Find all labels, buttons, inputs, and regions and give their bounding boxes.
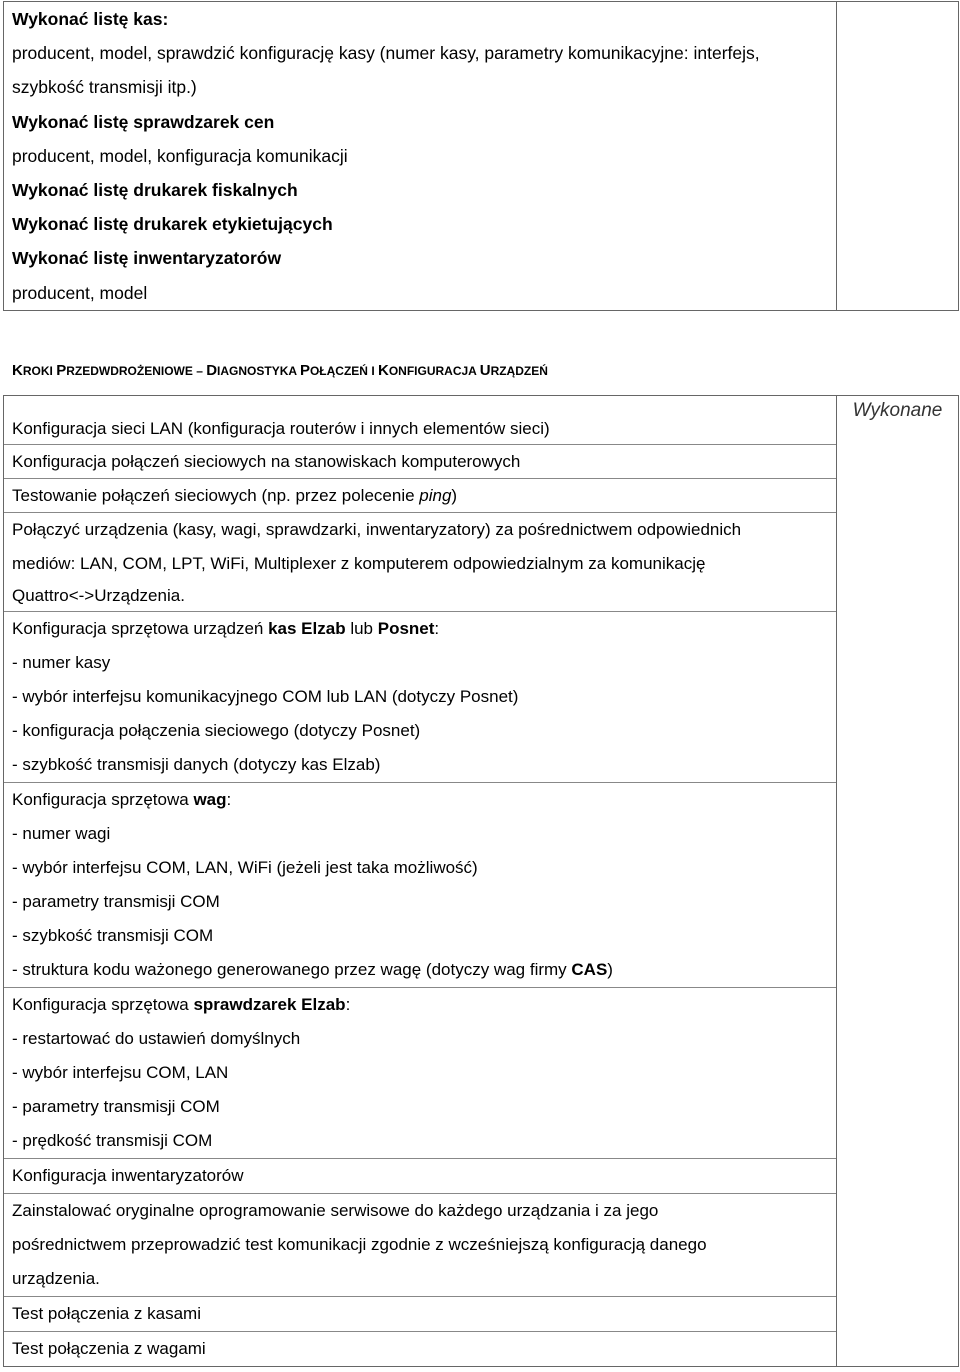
- task-line: Wykonać listę drukarek etykietujących: [12, 214, 333, 235]
- device-list-status-cell[interactable]: [837, 2, 959, 311]
- task-line: producent, model: [12, 282, 148, 303]
- task-line: Wykonać listę kas:: [12, 9, 169, 29]
- task-line: producent, model, konfiguracja komunikacji: [12, 145, 348, 166]
- task-line: Wykonać listę drukarek fiskalnych: [12, 179, 298, 200]
- section-heading: KROKI PRZEDWDROŻENIOWE – DIAGNOSTYKA POŁĄCZEŃ I KONFIGURACJA URZĄDZEŃ: [12, 362, 548, 379]
- task-line: producent, model, sprawdzić konfigurację kasy (numer kasy, parametry komunikacyjne: interfejs,: [12, 43, 760, 64]
- task-block-kasy: Konfiguracja sprzętowa urządzeń kas Elzab lub Posnet: - numer kasy - wybór interfejsu komunikacyjnego COM lub LAN (dotyczy Posnet) - konfiguracja połączenia sieciowego (dotyczy Posnet) - szybkość transmisji danych (dotyczy kas Elzab): [4, 611, 836, 782]
- device-list-table: [3, 1, 959, 311]
- task-line: Wykonać listę inwentaryzatorów: [12, 248, 282, 269]
- diagnostics-table: [3, 395, 959, 1367]
- task-line: Test połączenia z kasami: [4, 1296, 836, 1331]
- diagnostics-tasks: [4, 396, 837, 1367]
- task-line: Wykonać listę sprawdzarek cen: [12, 111, 275, 132]
- status-header: Wykonane: [852, 400, 943, 421]
- task-block-wagi: Konfiguracja sprzętowa wag: - numer wagi - wybór interfejsu COM, LAN, WiFi (jeżeli jest taka możliwość) - parametry transmisji COM - szybkość transmisji COM - struktura kodu ważonego generowanego przez wagę (dotyczy wag firmy CAS): [4, 782, 836, 987]
- task-block: Połączyć urządzenia (kasy, wagi, sprawdzarki, inwentaryzatory) za pośrednictwem odpowiednich mediów: LAN, COM, LPT, WiFi, Multiplexer z komputerem odpowiedzialnym za komunikację Quattro<->Urządzenia.: [4, 512, 836, 611]
- task-line: Konfiguracja połączeń sieciowych na stanowiskach komputerowych: [4, 444, 836, 478]
- task-line: Konfiguracja inwentaryzatorów: [4, 1158, 836, 1193]
- diagnostics-status-cell[interactable]: [837, 396, 959, 1367]
- task-line: Testowanie połączeń sieciowych (np. przez polecenie ping): [4, 478, 836, 512]
- task-line: Konfiguracja sieci LAN (konfiguracja routerów i innych elementów sieci): [12, 419, 550, 438]
- task-line: Test połączenia z wagami: [4, 1331, 836, 1366]
- task-block-sprawdzarki: Konfiguracja sprzętowa sprawdzarek Elzab: - restartować do ustawień domyślnych - wybór interfejsu COM, LAN - parametry transmisji COM - prędkość transmisji COM: [4, 987, 836, 1158]
- task-block: Zainstalować oryginalne oprogramowanie serwisowe do każdego urządzania i za jego pośrednictwem przeprowadzić test komunikacji zgodnie z wcześniejszą konfiguracją danego urządzenia.: [4, 1193, 836, 1296]
- task-line: szybkość transmisji itp.): [12, 77, 197, 98]
- device-list-tasks: [4, 2, 837, 311]
